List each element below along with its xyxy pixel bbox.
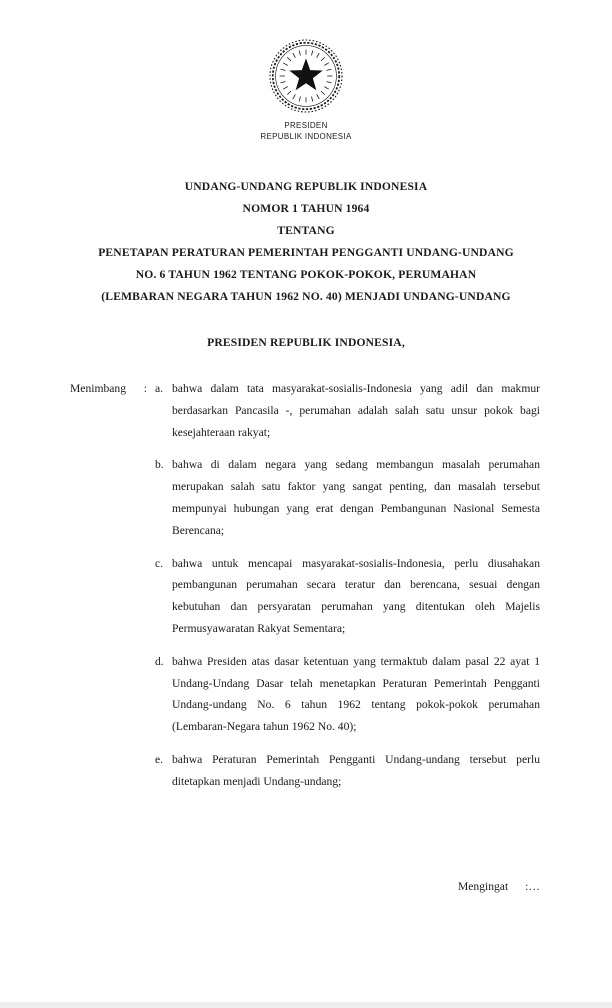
page-bottom-edge [0, 1002, 612, 1008]
menimbang-items [155, 378, 540, 804]
title-line-4: PENETAPAN PERATURAN PEMERINTAH PENGGANTI UNDANG-UNDANG [98, 246, 514, 259]
menimbang-item-c [155, 553, 540, 640]
item-text: bahwa untuk mencapai masyarakat-sosialis-Indonesia, perlu diusahakan pembangunan perumahan secara teratur dan berencana, sesuai dengan kebutuhan dan persyaratan perumahan yang ditentukan oleh Majelis Permusyawaratan Rakyat Sementara; [172, 556, 540, 635]
item-letter: e. [155, 752, 164, 766]
emblem [0, 36, 612, 142]
emblem-caption [0, 121, 612, 142]
menimbang-section [70, 378, 540, 804]
item-letter: c. [155, 556, 164, 570]
title-line-1: UNDANG-UNDANG REPUBLIK INDONESIA [184, 180, 428, 193]
title-line-2: NOMOR 1 TAHUN 1964 [242, 202, 370, 215]
menimbang-colon: : [143, 382, 147, 395]
item-letter: d. [155, 654, 164, 668]
item-text: bahwa Peraturan Pemerintah Pengganti Undang-undang tersebut perlu ditetapkan menjadi Undang-undang; [172, 752, 540, 788]
item-text: bahwa Presiden atas dasar ketentuan yang termaktub dalam pasal 22 ayat 1 Undang-Undang Dasar telah menetapkan Peraturan Pemerintah Pengganti Undang-undang No. 6 tahun 1962 tentang pokok-pokok perumahan (Lembaran-Negara tahun 1962 No. 40); [172, 654, 540, 734]
item-letter: b. [155, 458, 164, 472]
emblem-caption-line2: REPUBLIK INDONESIA [260, 131, 352, 141]
catchword-label: Mengingat [457, 879, 509, 893]
presidential-seal-icon [266, 36, 346, 116]
star-icon [289, 58, 322, 90]
menimbang-item-e [155, 749, 540, 793]
title-line-6: (LEMBARAN NEGARA TAHUN 1962 NO. 40) MENJADI UNDANG-UNDANG [101, 290, 511, 303]
preamble-line: PRESIDEN REPUBLIK INDONESIA, [207, 336, 405, 349]
item-letter: a. [155, 382, 164, 395]
menimbang-label: Menimbang [70, 382, 127, 395]
document-title [0, 176, 612, 308]
item-text: bahwa di dalam negara yang sedang membangun masalah perumahan merupakan salah satu faktor yang sangat penting, dan masalah tersebut mempunyai hubungan yang erat dengan Pembangunan Nasional Semesta Berencana; [172, 458, 540, 537]
emblem-caption-line1: PRESIDEN [284, 121, 328, 130]
item-text: bahwa dalam tata masyarakat-sosialis-Indonesia yang adil dan makmur berdasarkan Pancasila -, perumahan adalah salah satu unsur pokok bagi kesejahteraan rakyat; [172, 382, 540, 439]
title-line-3: TENTANG [277, 224, 335, 237]
menimbang-item-b [155, 454, 540, 541]
title-line-5: NO. 6 TAHUN 1962 TENTANG POKOK-POKOK, PERUMAHAN [135, 268, 477, 281]
menimbang-item-d [155, 651, 540, 738]
catchword-separator: :… [525, 879, 540, 893]
menimbang-item-a [155, 378, 540, 443]
menimbang-label-block [70, 378, 155, 804]
catchword [0, 880, 540, 893]
